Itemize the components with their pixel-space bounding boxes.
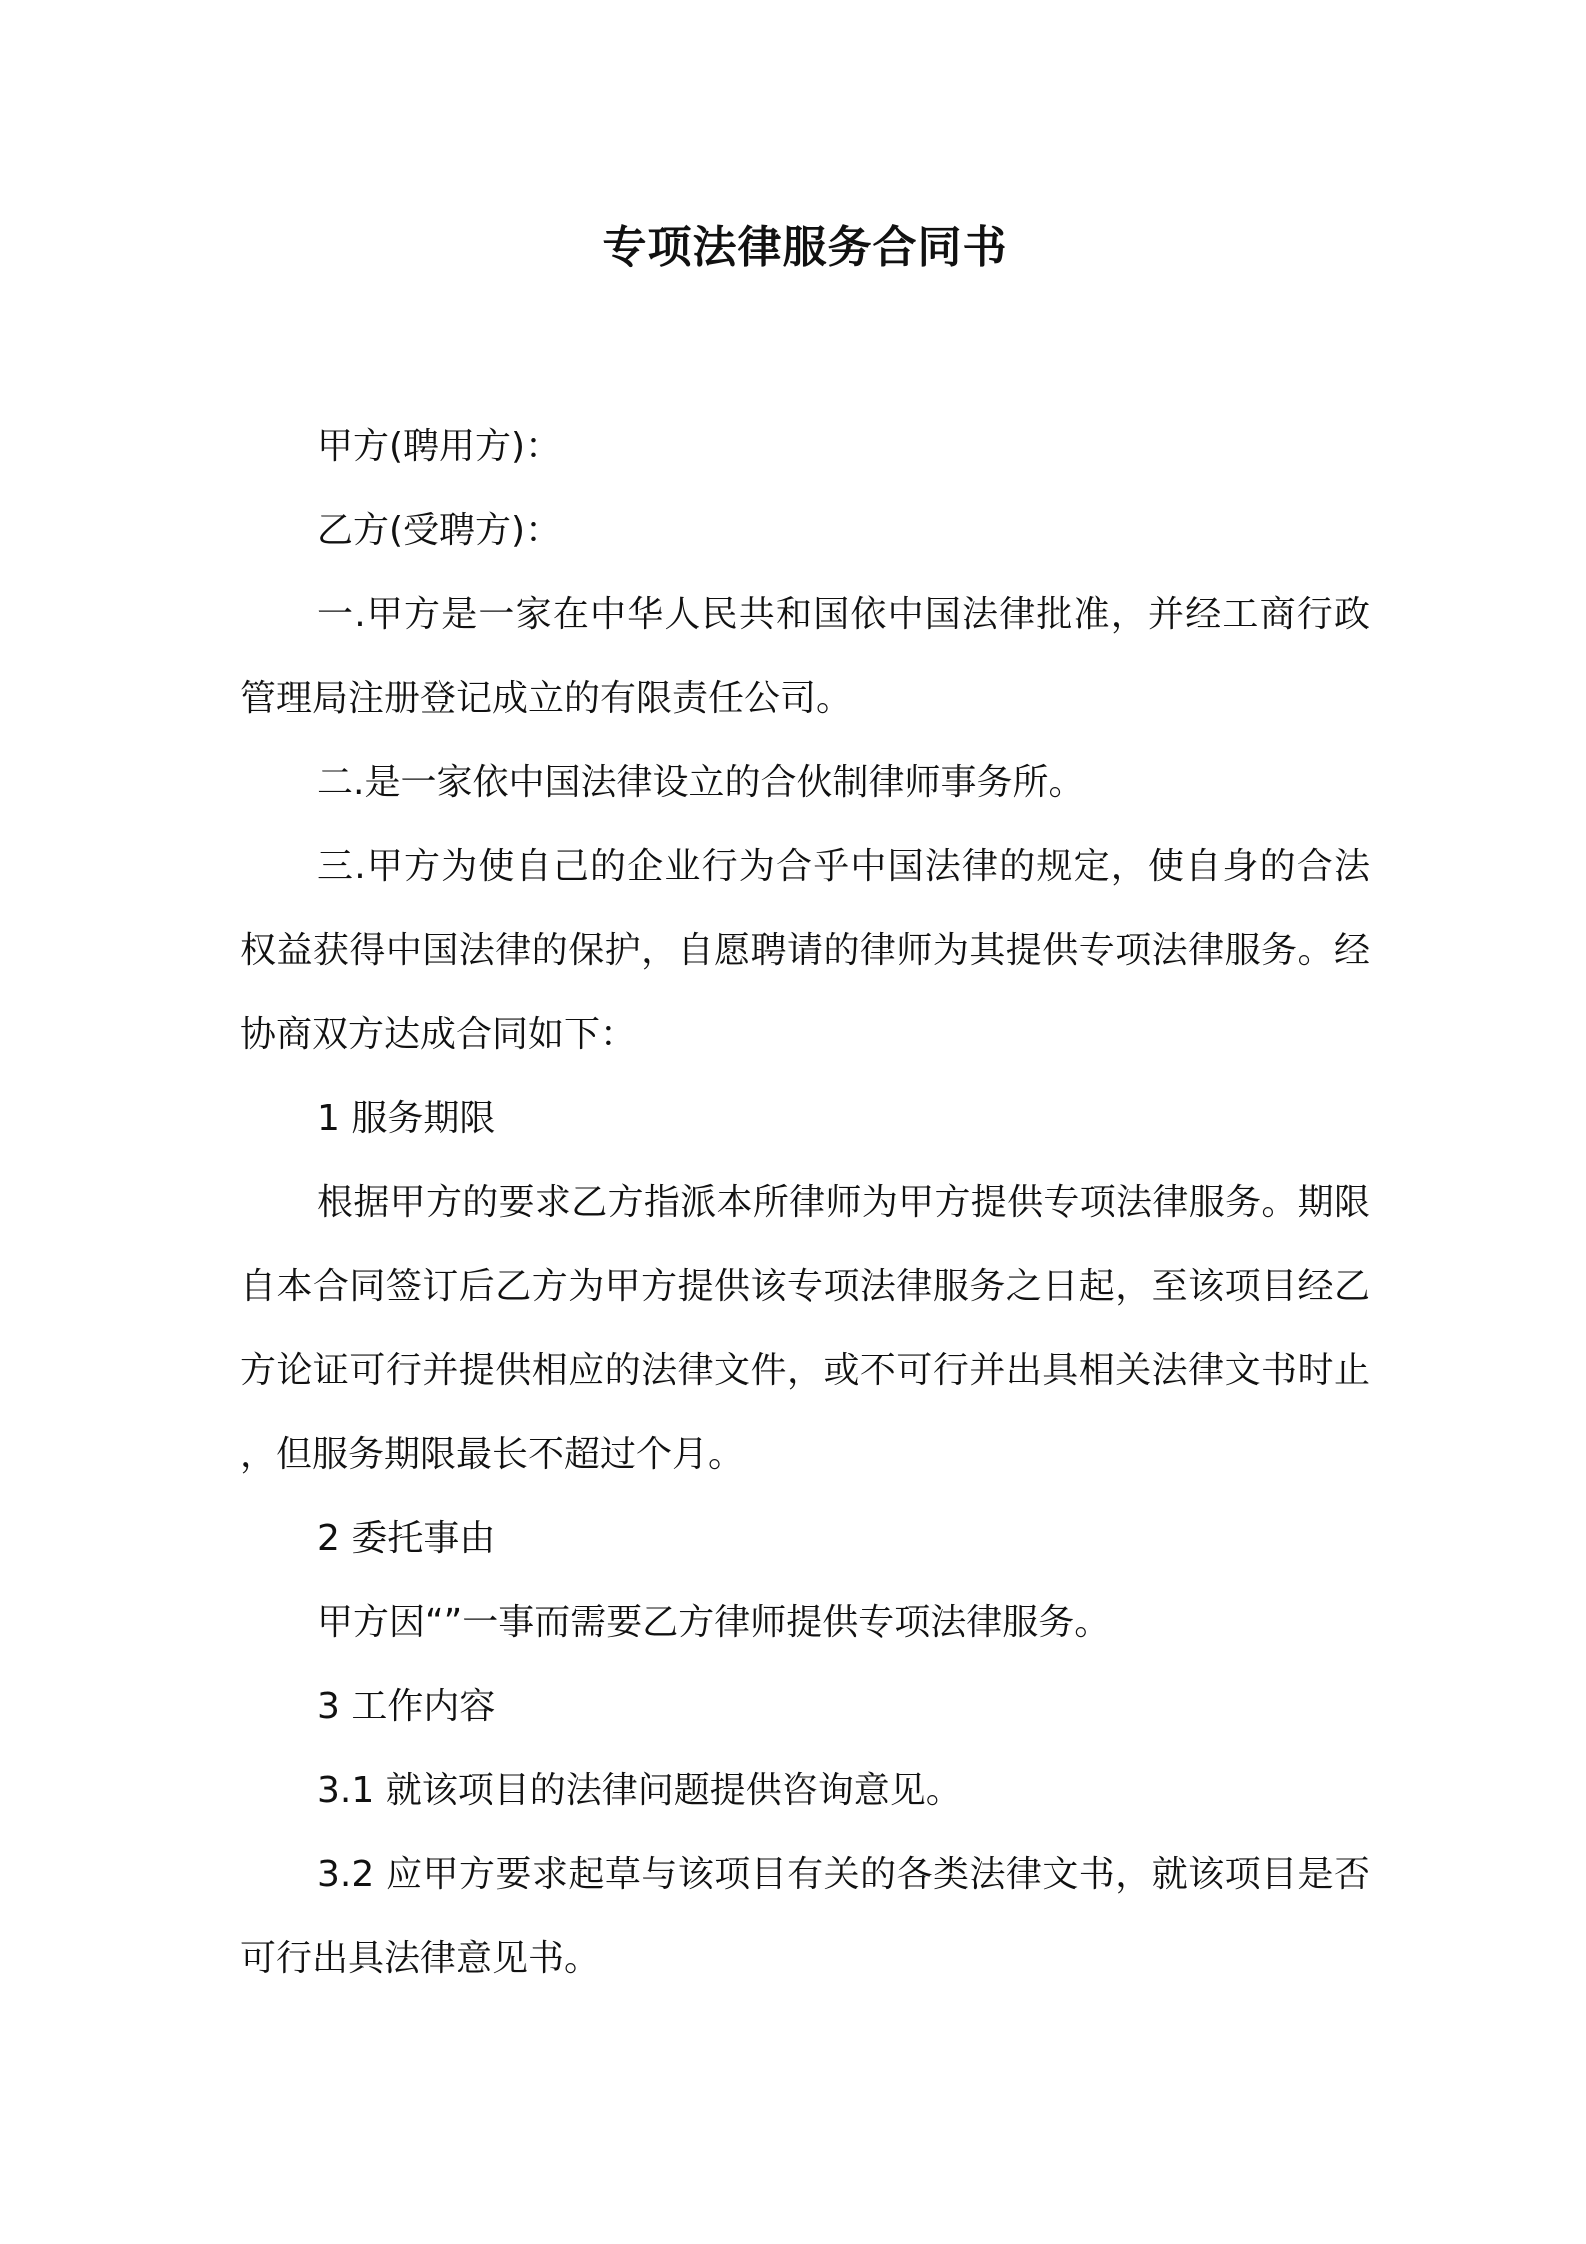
clause-three: 三.甲方为使自己的企业行为合乎中国法律的规定，使自身的合法权益获得中国法律的保护，自愿聘请的律师为其提供专项法律服务。经协商双方达成合同如下： [240, 846, 1370, 1055]
document-body [240, 405, 1370, 2001]
entrusted-matter-text: 甲方因“”一事而需要乙方律师提供专项法律服务。 [317, 1602, 1111, 1643]
section-heading-work-content: 3 工作内容 [317, 1686, 496, 1727]
document-title: 专项法律服务合同书 [602, 222, 1008, 273]
section-heading-entrusted-matter: 2 委托事由 [317, 1518, 496, 1559]
section-heading-service-term: 1 服务期限 [317, 1098, 496, 1139]
service-term-text: 根据甲方的要求乙方指派本所律师为甲方提供专项法律服务。期限自本合同签订后乙方为甲方提供该专项法律服务之日起，至该项目经乙方论证可行并提供相应的法律文件，或不可行并出具相关法律文书时止，但服务期限最长不超过个月。 [240, 1182, 1370, 1475]
clause-two: 二.是一家依中国法律设立的合伙制律师事务所。 [317, 762, 1085, 803]
party-a-line: 甲方(聘用方)： [317, 426, 562, 467]
work-content-item-3-1: 3.1 就该项目的法律问题提供咨询意见。 [317, 1770, 962, 1811]
clause-one: 一.甲方是一家在中华人民共和国依中国法律批准，并经工商行政管理局注册登记成立的有限责任公司。 [240, 594, 1370, 719]
party-b-line: 乙方(受聘方)： [317, 510, 562, 551]
work-content-item-3-2: 3.2 应甲方要求起草与该项目有关的各类法律文书，就该项目是否可行出具法律意见书。 [240, 1854, 1370, 1979]
